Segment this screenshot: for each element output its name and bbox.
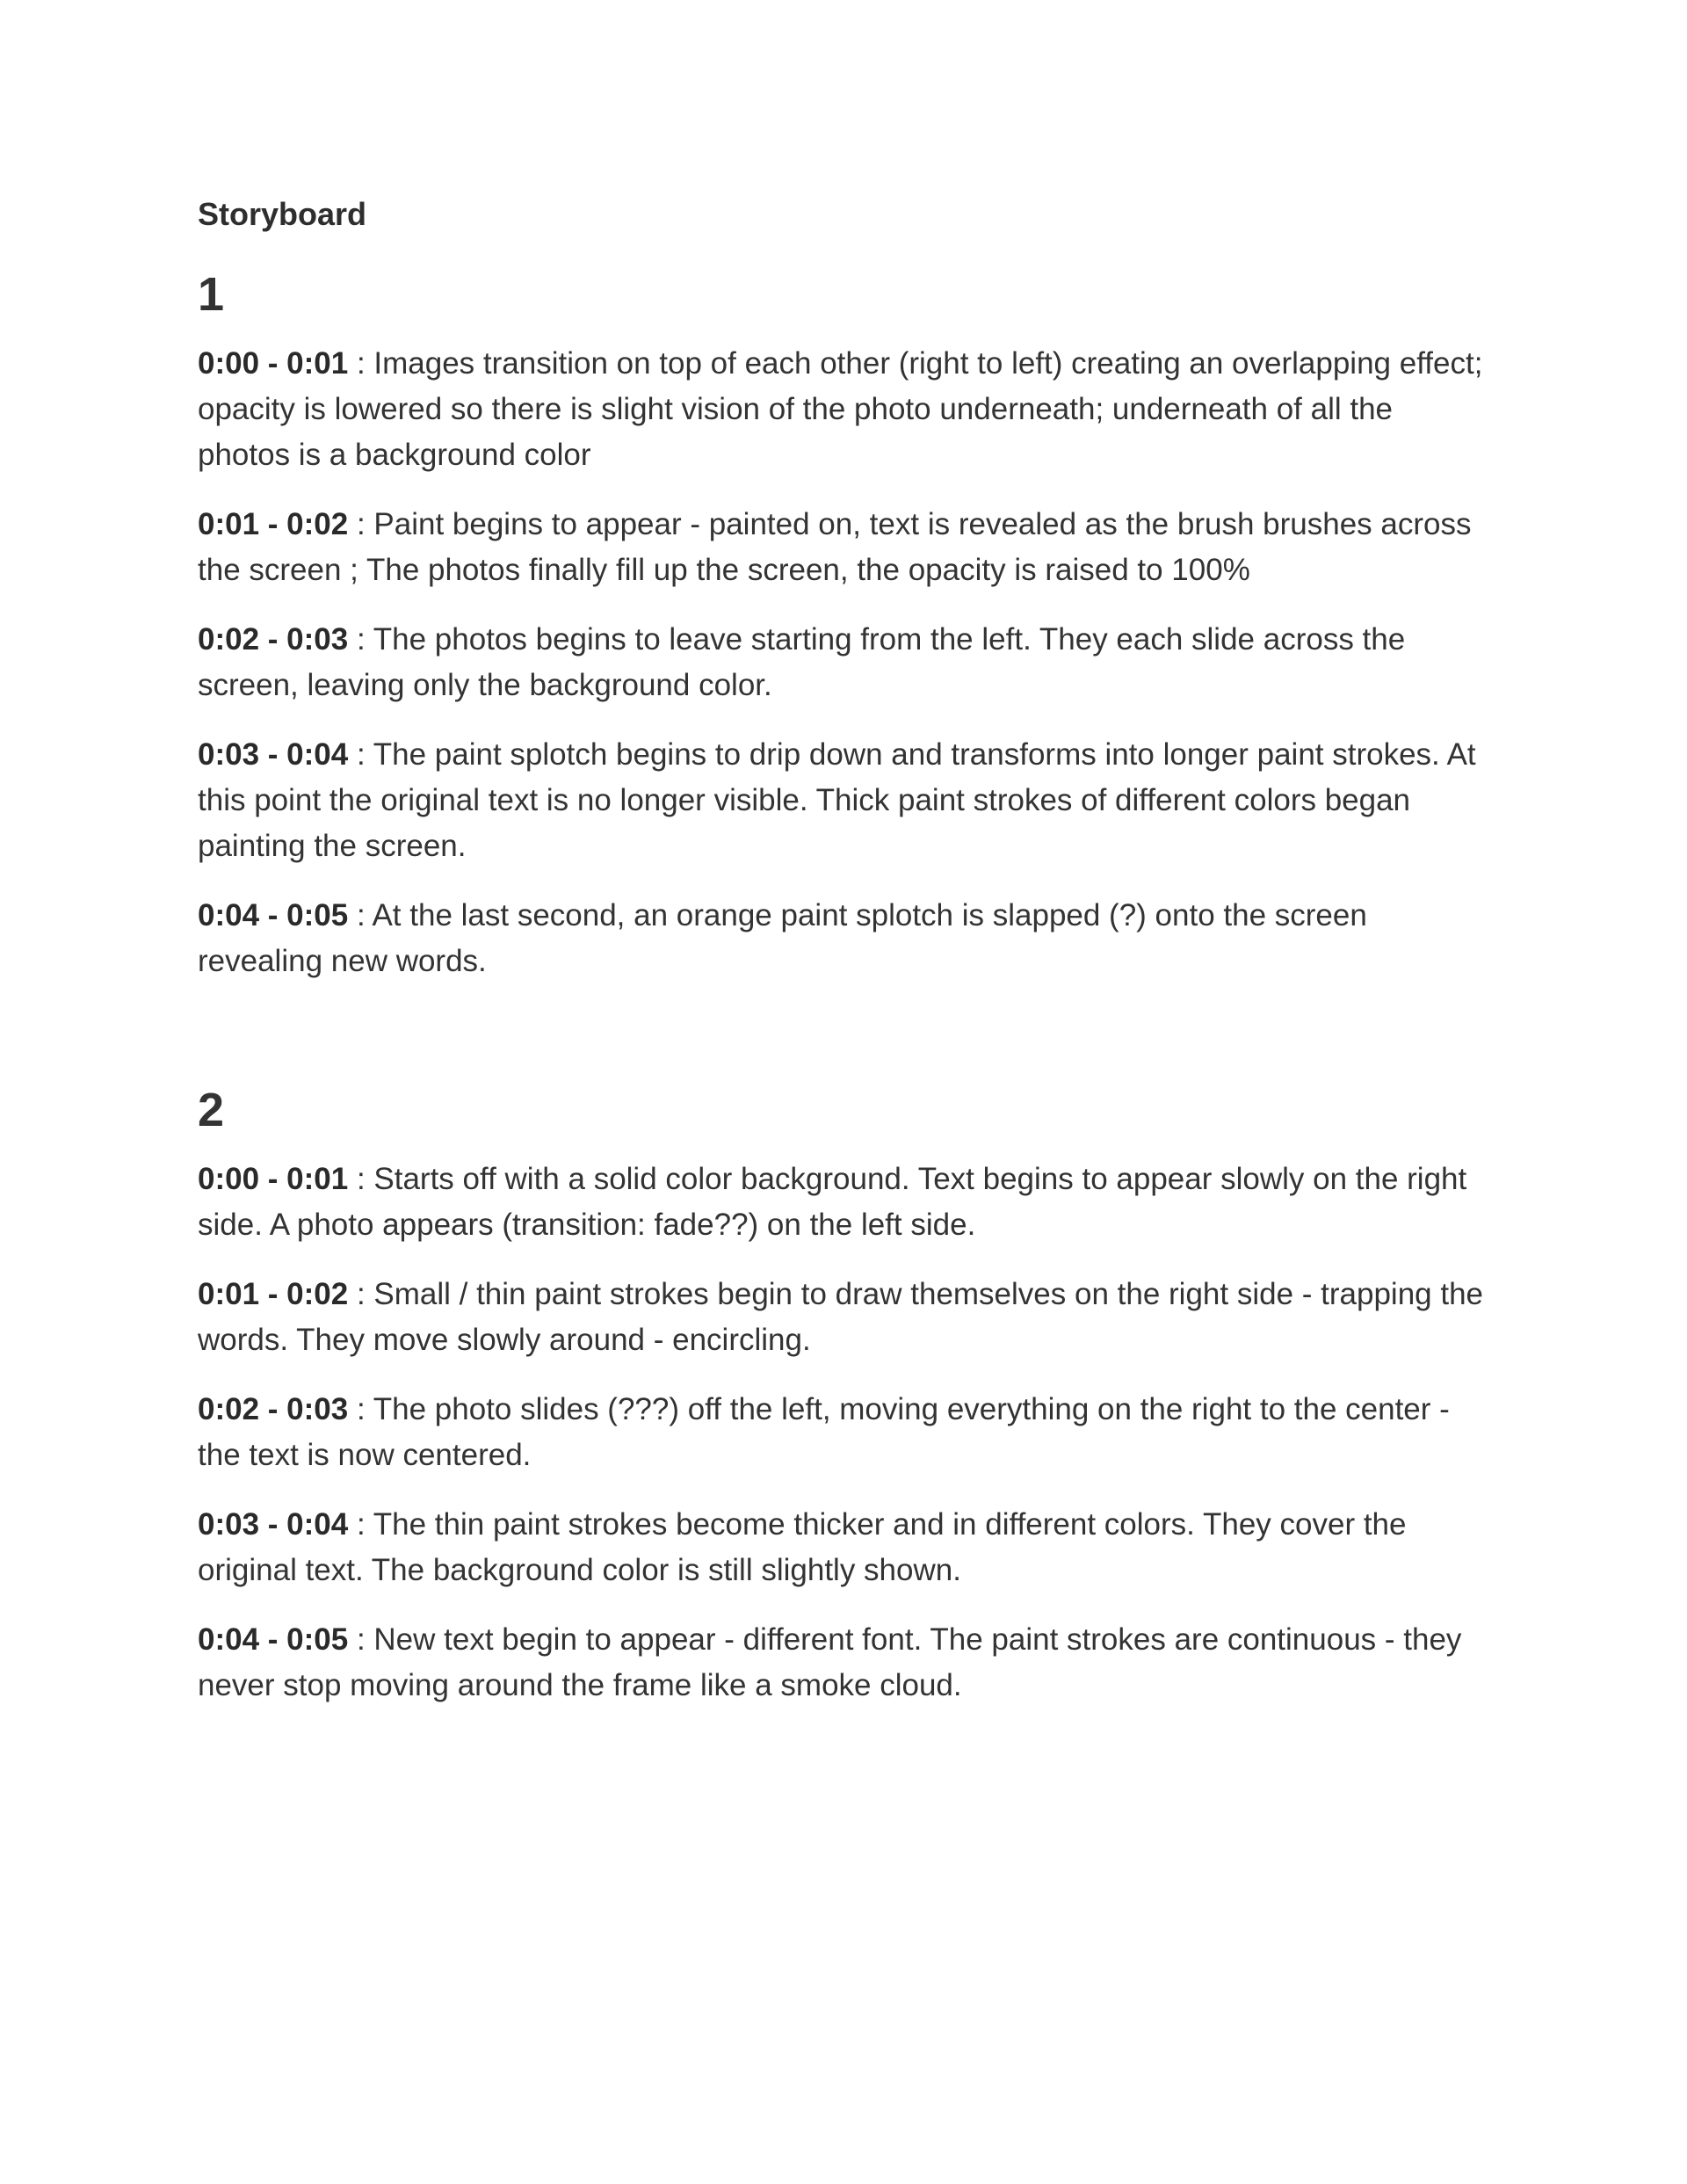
- entry-description: : Paint begins to appear - painted on, text is revealed as the brush brushes across the screen ; The photos finally fill up the screen, the opacity is raised to 100%: [198, 507, 1472, 587]
- timeline-entry: [198, 341, 1489, 478]
- timeline-entry: [198, 617, 1489, 708]
- time-range: 0:00 - 0:01: [198, 346, 349, 381]
- timeline-entry: [198, 502, 1489, 593]
- timeline-entry: [198, 1157, 1489, 1248]
- document-page: [198, 193, 1489, 1732]
- time-range: 0:01 - 0:02: [198, 1277, 349, 1311]
- time-range: 0:01 - 0:02: [198, 507, 349, 541]
- time-range: 0:00 - 0:01: [198, 1162, 349, 1196]
- storyboard-section-2: [198, 1079, 1489, 1709]
- section-heading: 1: [198, 268, 225, 321]
- document-title: Storyboard: [198, 196, 367, 232]
- timeline-entry: [198, 893, 1489, 984]
- time-range: 0:03 - 0:04: [198, 737, 349, 772]
- entry-description: : Small / thin paint strokes begin to draw themselves on the right side - trapping the words. They move slowly around - encircling.: [198, 1277, 1484, 1357]
- time-range: 0:02 - 0:03: [198, 1392, 349, 1426]
- entry-description: : The photos begins to leave starting from the left. They each slide across the screen, leaving only the background color.: [198, 622, 1406, 702]
- entry-description: : The photo slides (???) off the left, moving everything on the right to the center - the text is now centered.: [198, 1392, 1450, 1472]
- time-range: 0:03 - 0:04: [198, 1507, 349, 1542]
- entry-description: : The thin paint strokes become thicker and in different colors. They cover the original text. The background color is still slightly shown.: [198, 1507, 1407, 1587]
- timeline-entry: [198, 1502, 1489, 1593]
- entry-description: : New text begin to appear - different font. The paint strokes are continuous - they never stop moving around the frame like a smoke cloud.: [198, 1622, 1462, 1702]
- entry-description: : Images transition on top of each other (right to left) creating an overlapping effect; opacity is lowered so there is slight vision of the photo underneath; underneath of all the photos is a background color: [198, 346, 1483, 472]
- timeline-entry: [198, 732, 1489, 869]
- timeline-entry: [198, 1617, 1489, 1709]
- time-range: 0:04 - 0:05: [198, 1622, 349, 1657]
- section-heading: 2: [198, 1084, 225, 1136]
- entry-description: : The paint splotch begins to drip down and transforms into longer paint strokes. At this point the original text is no longer visible. Thick paint strokes of different colors began painting the screen.: [198, 737, 1476, 863]
- entry-description: : Starts off with a solid color background. Text begins to appear slowly on the right side. A photo appears (transition: fade??) on the left side.: [198, 1162, 1467, 1242]
- timeline-entry: [198, 1272, 1489, 1363]
- time-range: 0:04 - 0:05: [198, 898, 349, 932]
- time-range: 0:02 - 0:03: [198, 622, 349, 657]
- entry-description: : At the last second, an orange paint splotch is slapped (?) onto the screen revealing new words.: [198, 898, 1367, 978]
- timeline-entry: [198, 1387, 1489, 1478]
- storyboard-section-1: [198, 264, 1489, 984]
